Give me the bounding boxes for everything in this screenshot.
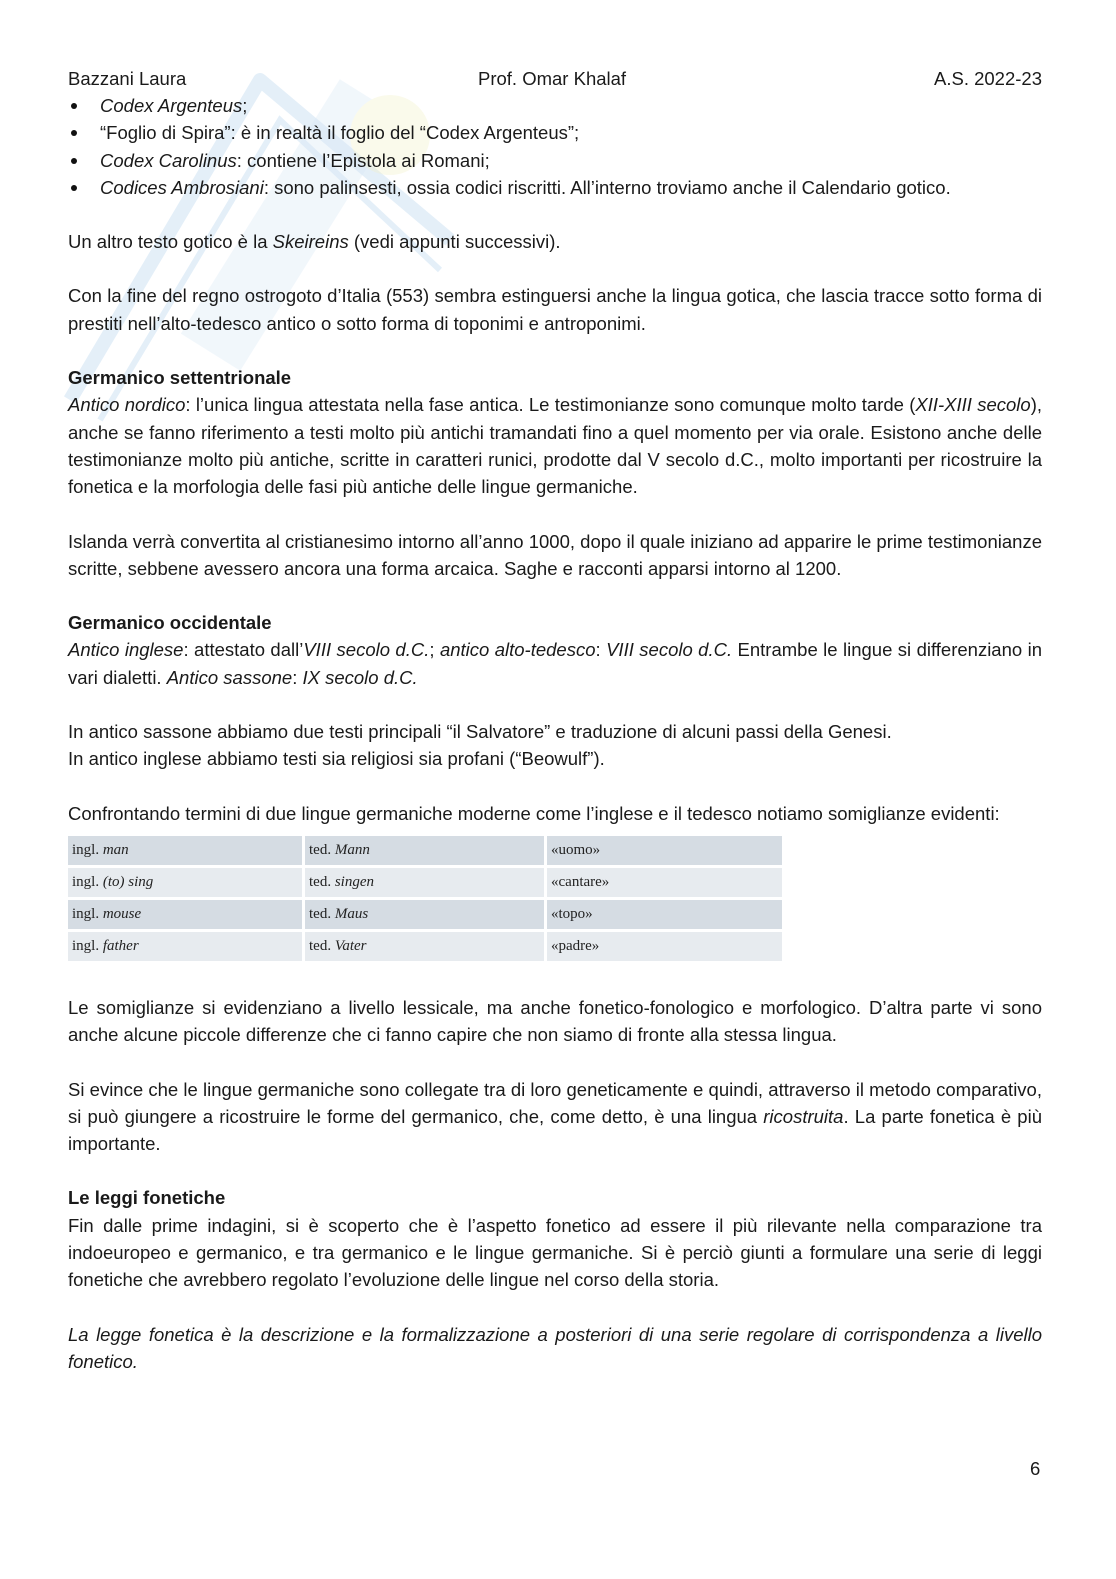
list-item-text: : contiene l’Epistola ai Romani;: [236, 149, 490, 171]
meaning-cell: «cantare»: [547, 868, 782, 897]
list-item: [68, 174, 1042, 201]
header-year: A.S. 2022-23: [934, 68, 1042, 89]
heading-phonetic-laws: Le leggi fonetiche: [68, 1187, 226, 1209]
comparison-table: [65, 833, 785, 964]
heading-north-germanic: Germanico settentrionale: [68, 367, 292, 389]
english-cell: ingl. man: [68, 836, 302, 865]
german-cell: ted. Mann: [305, 836, 544, 865]
german-cell: ted. Maus: [305, 900, 544, 929]
list-item: [68, 119, 1042, 146]
paragraph-somiglianze: Le somiglianze si evidenziano a livello lessicale, ma anche fonetico-fonologico e morfologico. D’altra parte vi sono anche alcune piccole differenze che ci fanno capire che non siamo di fronte alla stessa lingua.: [68, 996, 1042, 1046]
page-header: [68, 65, 1042, 92]
english-cell: ingl. mouse: [68, 900, 302, 929]
paragraph-evince: Si evince che le lingue germaniche sono collegate tra di loro geneticamente e quindi, attraverso il metodo comparativo, si può giungere a ricostruire le forme del germanico, che, come detto, è una lingua ricostruita. La parte fonetica è più importante.: [68, 1078, 1042, 1155]
list-item-text: : sono palinsesti, ossia codici riscritti. All’interno troviamo anche il Calendario gotico.: [263, 176, 951, 198]
table-row: [68, 932, 782, 961]
heading-west-germanic: Germanico occidentale: [68, 612, 272, 634]
german-cell: ted. singen: [305, 868, 544, 897]
paragraph-north-germanic: Antico nordico: l’unica lingua attestata nella fase antica. Le testimonianze sono comunque molto tarde (XII-XIII secolo), anche se fanno riferimento a testi molto più antichi tramandati fino a quel momento per via orale. Esistono anche delle testimonianze molto più antiche, scritte in caratteri runici, prodotte dal V secolo d.C., molto importanti per ricostruire la fonetica e la morfologia delle fasi più antiche delle lingue germaniche.: [68, 394, 1043, 498]
page-number: 6: [1030, 1458, 1041, 1479]
german-cell: ted. Vater: [305, 932, 544, 961]
paragraph-ostrogoto: Con la fine del regno ostrogoto d’Italia (553) sembra estinguersi anche la lingua gotica, che lascia tracce sotto forma di prestiti nell’alto-tedesco antico o sotto forma di toponimi e antroponimi.: [68, 285, 1042, 334]
list-item: [68, 147, 1042, 174]
meaning-cell: «topo»: [547, 900, 782, 929]
table-row: [68, 900, 782, 929]
header-author: Bazzani Laura: [68, 68, 187, 89]
paragraph-confronto: Confrontando termini di due lingue germaniche moderne come l’inglese e il tedesco notiamo somiglianze evidenti:: [68, 802, 1000, 824]
list-item-text: “Foglio di Spira”: è in realtà il foglio del “Codex Argenteus”;: [100, 122, 580, 144]
list-item-title: Codex Argenteus: [100, 95, 243, 116]
english-cell: ingl. (to) sing: [68, 868, 302, 897]
document-page: [68, 65, 1042, 1375]
manuscript-list: [68, 92, 1042, 201]
paragraph-islanda: Islanda verrà convertita al cristianesimo intorno all’anno 1000, dopo il quale iniziano ad apparire le prime testimonianze scritte, sebbene avessero ancora una forma arcaica. Saghe e racconti apparsi intorno al 1200.: [68, 530, 1042, 579]
list-item-text: ;: [242, 95, 248, 116]
header-professor: Prof. Omar Khalaf: [478, 68, 627, 89]
paragraph-west-germanic: Antico inglese: attestato dall’VIII secolo d.C.; antico alto-tedesco: VIII secolo d.C. Entrambe le lingue si differenziano in vari dialetti. Antico sassone: IX secolo d.C.: [68, 639, 1042, 688]
table-row: [68, 836, 782, 865]
english-cell: ingl. father: [68, 932, 302, 961]
paragraph-inglese: In antico inglese abbiamo testi sia religiosi sia profani (“Beowulf”).: [68, 748, 605, 770]
meaning-cell: «padre»: [547, 932, 782, 961]
list-item-title: Codex Carolinus: [100, 149, 237, 171]
paragraph-phonetic-laws: Fin dalle prime indagini, si è scoperto che è l’aspetto fonetico ad essere il più rilevante nella comparazione tra indoeuropeo e germanico, e tra germanico e le lingue germaniche. Si è perciò giunti a formulare una serie di leggi fonetiche che avrebbero regolato l’evoluzione delle lingue nel corso della storia.: [68, 1214, 1042, 1291]
table-row: [68, 868, 782, 897]
paragraph-sassone: In antico sassone abbiamo due testi principali “il Salvatore” e traduzione di alcuni passi della Genesi.: [68, 721, 892, 743]
paragraph-skeireins: Un altro testo gotico è la Skeireins (vedi appunti successivi).: [68, 231, 561, 253]
list-item-title: Codices Ambrosiani: [100, 176, 264, 198]
definition-phonetic-law: La legge fonetica è la descrizione e la formalizzazione a posteriori di una serie regolare di corrispondenza a livello fonetico.: [68, 1323, 1042, 1372]
list-item: [68, 92, 1042, 119]
meaning-cell: «uomo»: [547, 836, 782, 865]
